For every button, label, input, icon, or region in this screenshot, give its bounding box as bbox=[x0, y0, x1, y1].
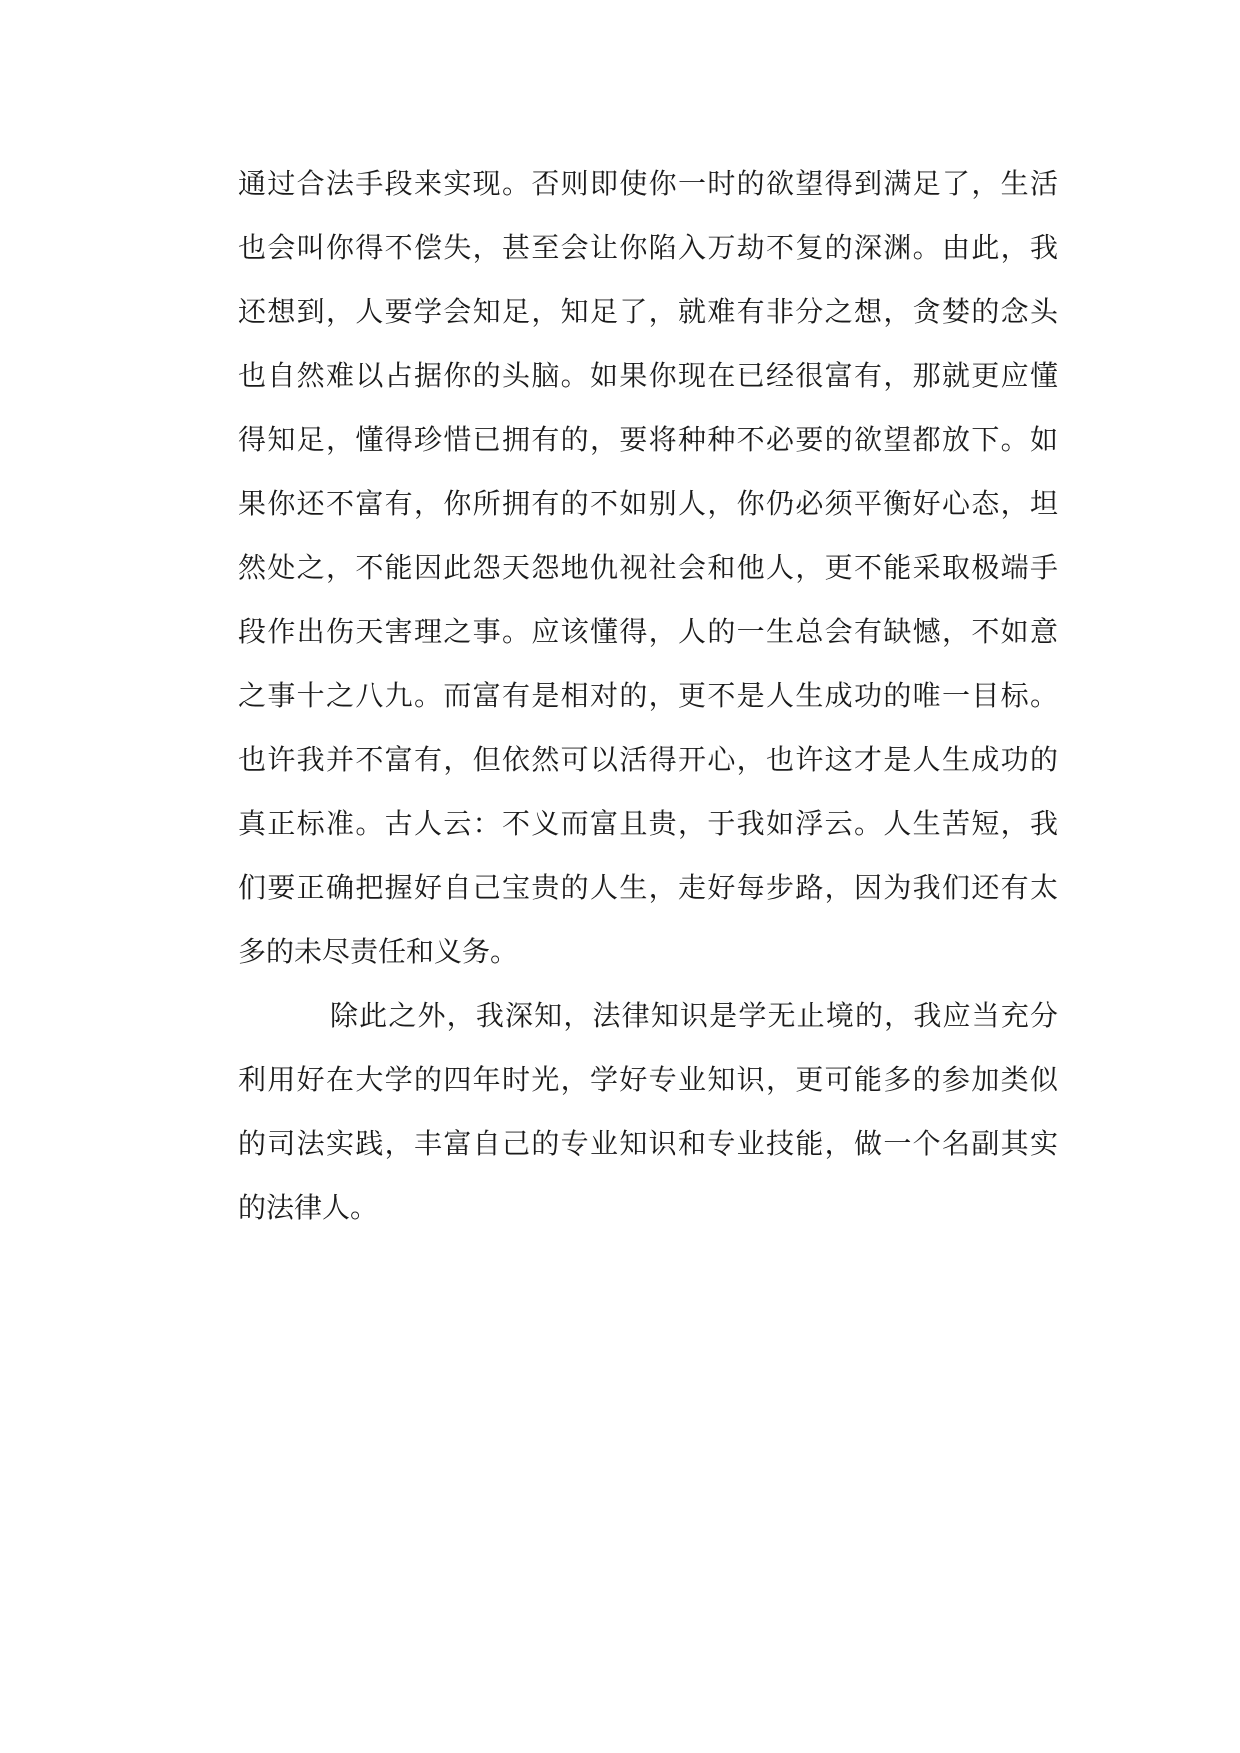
text-line: 果你还不富有，你所拥有的不如别人，你仍必须平衡好心态，坦 bbox=[238, 487, 1058, 520]
text-line: 多的未尽责任和义务。 bbox=[238, 935, 519, 968]
text-line: 然处之，不能因此怨天怨地仇视社会和他人，更不能采取极端手 bbox=[238, 551, 1058, 584]
paragraph-2 bbox=[238, 984, 1058, 1240]
paragraph-1 bbox=[238, 152, 1058, 984]
text-line: 也许我并不富有，但依然可以活得开心，也许这才是人生成功的 bbox=[238, 743, 1058, 776]
text-line: 利用好在大学的四年时光，学好专业知识，更可能多的参加类似 bbox=[238, 1063, 1058, 1096]
text-line: 还想到，人要学会知足，知足了，就难有非分之想，贪婪的念头 bbox=[238, 295, 1058, 328]
text-line: 除此之外，我深知，法律知识是学无止境的，我应当充分 bbox=[330, 999, 1058, 1032]
text-line: 的法律人。 bbox=[238, 1191, 379, 1224]
text-line: 也会叫你得不偿失，甚至会让你陷入万劫不复的深渊。由此，我 bbox=[238, 231, 1058, 264]
text-line: 们要正确把握好自己宝贵的人生，走好每步路，因为我们还有太 bbox=[238, 871, 1058, 904]
text-line: 通过合法手段来实现。否则即使你一时的欲望得到满足了，生活 bbox=[238, 167, 1058, 200]
text-line: 得知足，懂得珍惜已拥有的，要将种种不必要的欲望都放下。如 bbox=[238, 423, 1058, 456]
text-line: 真正标准。古人云：不义而富且贵，于我如浮云。人生苦短，我 bbox=[238, 807, 1058, 840]
text-line: 之事十之八九。而富有是相对的，更不是人生成功的唯一目标。 bbox=[238, 679, 1058, 712]
text-line: 的司法实践，丰富自己的专业知识和专业技能，做一个名副其实 bbox=[238, 1127, 1058, 1160]
text-line: 段作出伤天害理之事。应该懂得，人的一生总会有缺憾，不如意 bbox=[238, 615, 1058, 648]
text-line: 也自然难以占据你的头脑。如果你现在已经很富有，那就更应懂 bbox=[238, 359, 1058, 392]
body-text bbox=[238, 152, 1058, 1240]
